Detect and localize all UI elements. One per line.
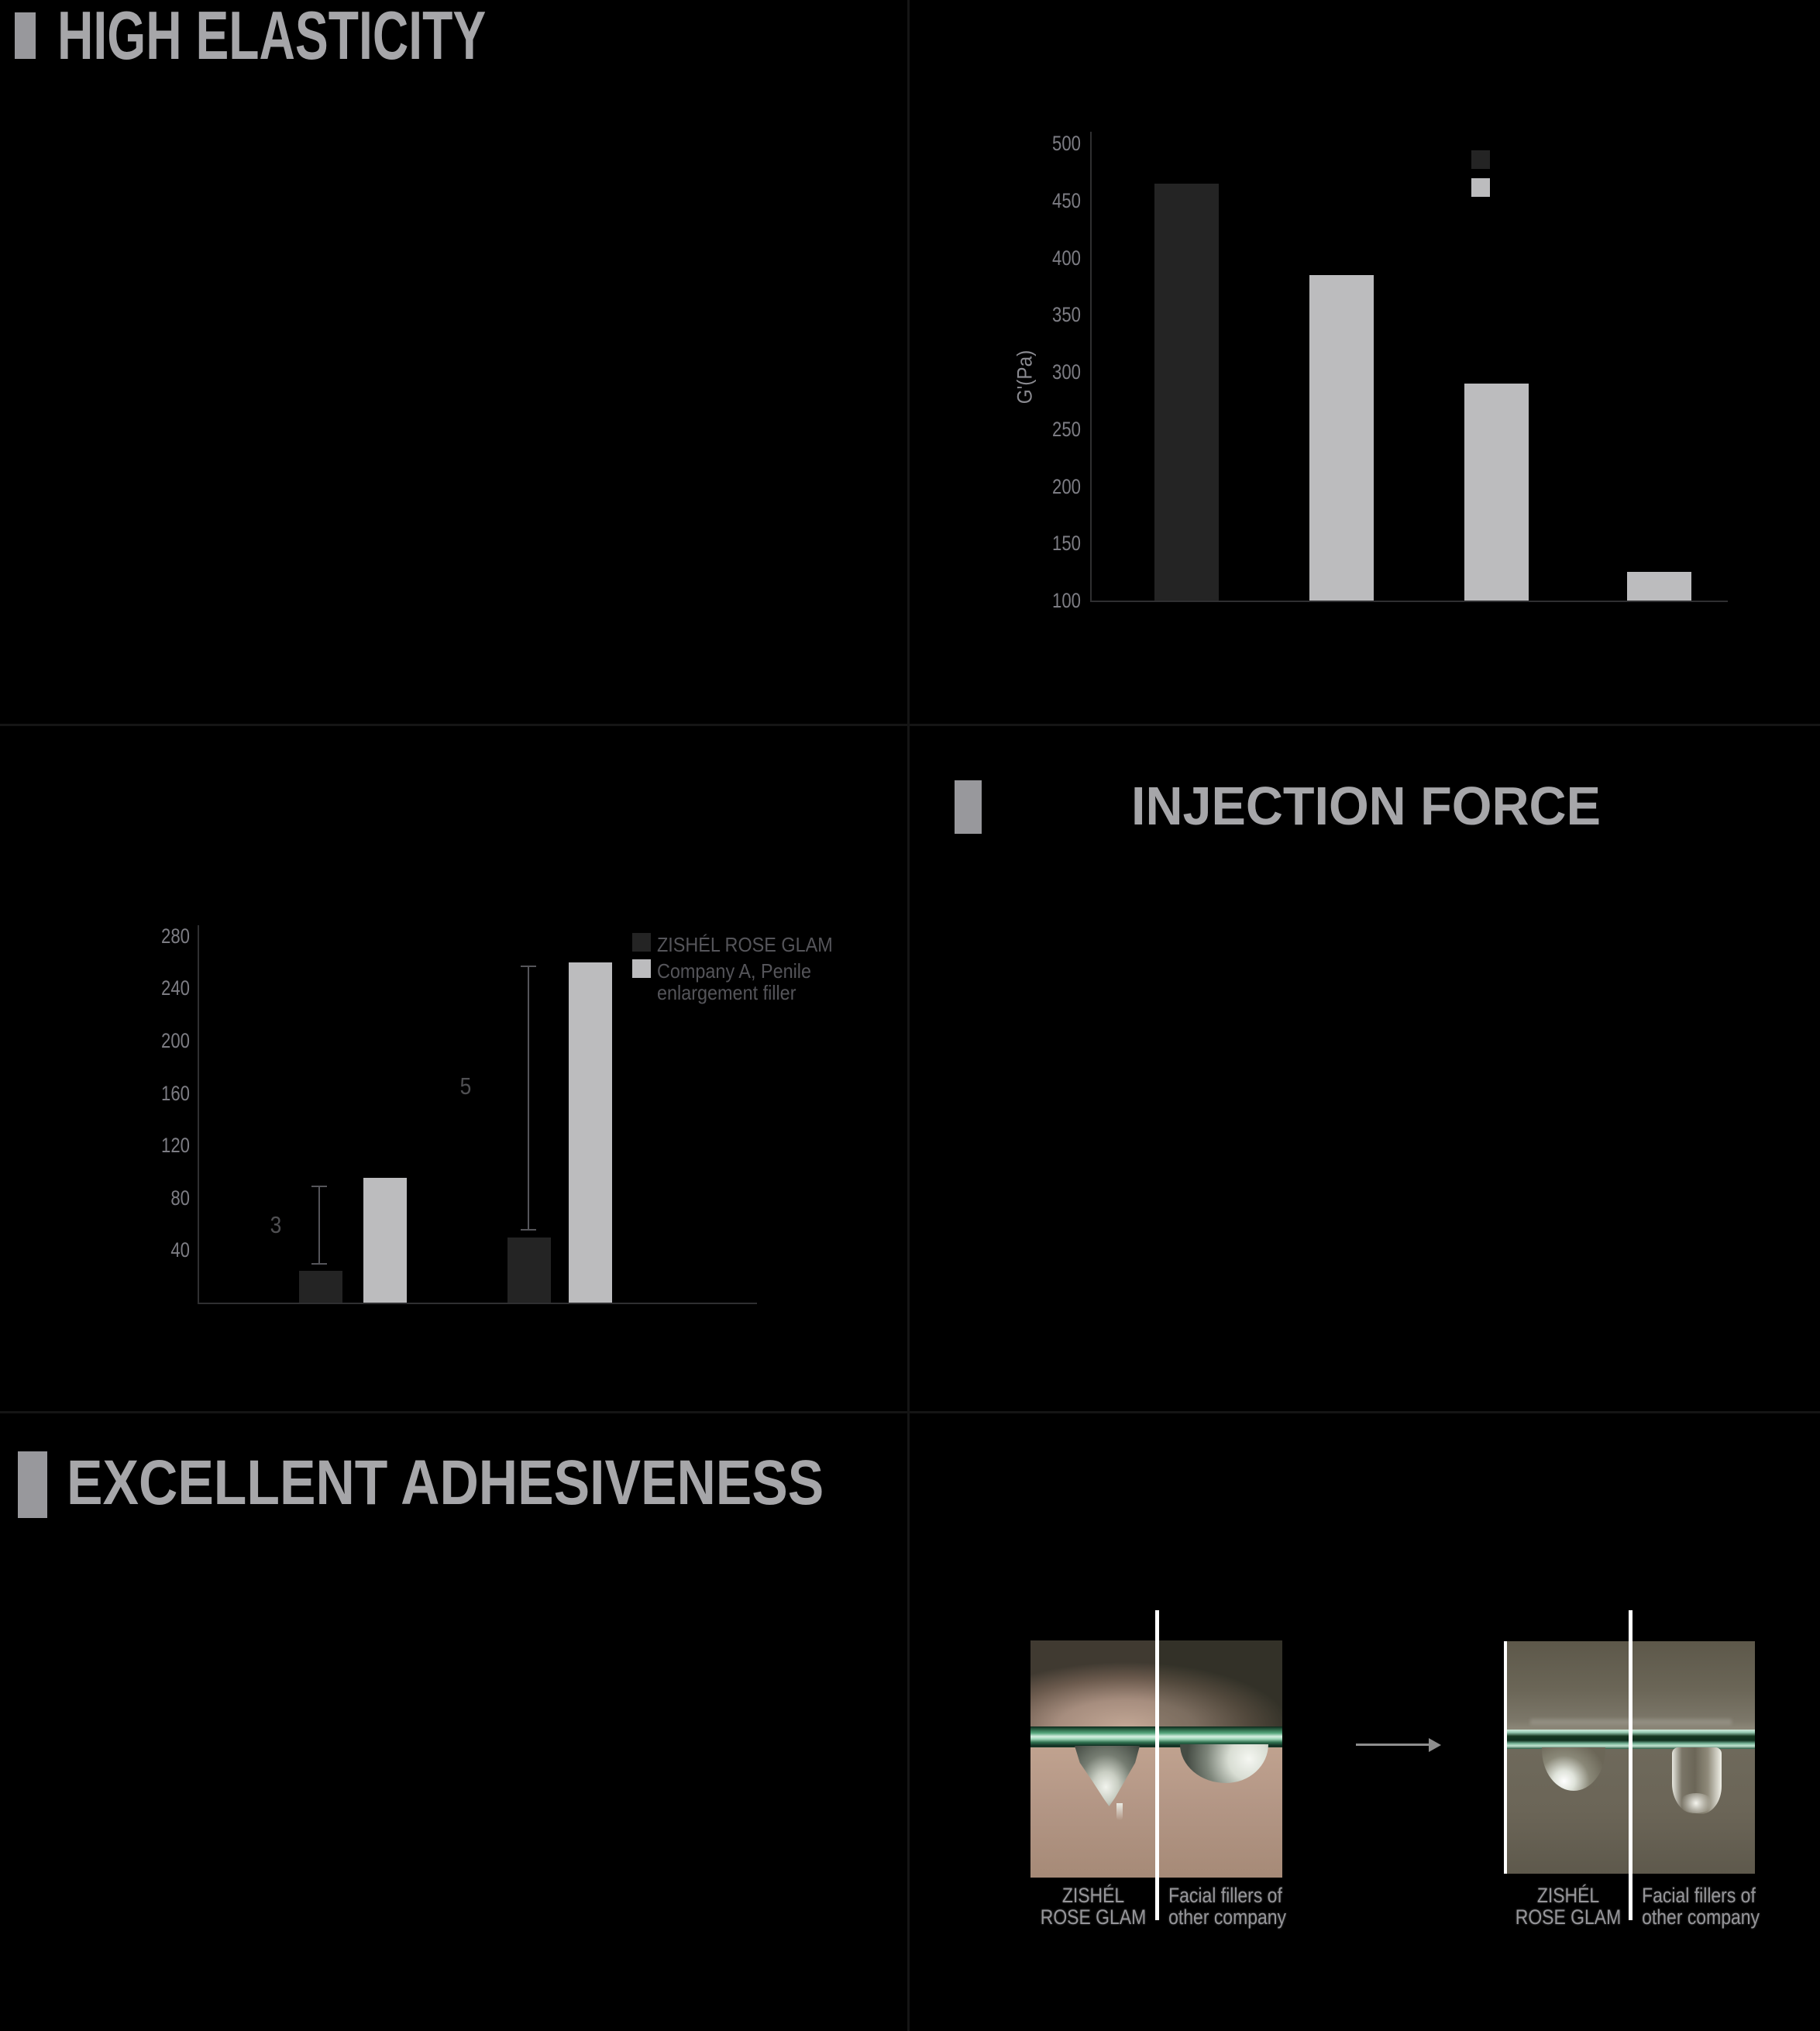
- fold-bracket-cap: [311, 1186, 327, 1187]
- fold-annotation: 5: [459, 1072, 472, 1100]
- photo-upper-shade: [1156, 1640, 1282, 1727]
- y-tick-label: 200: [1052, 474, 1081, 498]
- caption-other-company: [1642, 1884, 1760, 1929]
- section-title-injection-force: INJECTION FORCE: [1131, 776, 1601, 836]
- caption-line: Facial fillers of: [1642, 1884, 1756, 1907]
- caption-zishel: [1034, 1885, 1153, 1928]
- y-tick-label: 250: [1052, 417, 1081, 441]
- fold-bracket-line: [528, 966, 529, 1231]
- y-tick-label: 500: [1052, 132, 1081, 155]
- comparison-bar-chart: [0, 0, 907, 2031]
- caption-line: ROSE GLAM: [1515, 1905, 1622, 1929]
- bar-light: [1627, 572, 1691, 601]
- section-title-high-elasticity: HIGH ELASTICITY: [57, 0, 487, 74]
- y-tick-label: 450: [1052, 188, 1081, 212]
- droplet-tail: [1116, 1803, 1123, 1820]
- droplet-highlight: [1679, 1793, 1713, 1813]
- caption-line: other company: [1642, 1905, 1760, 1929]
- y-tick-label: 100: [1052, 589, 1081, 612]
- y-axis-line: [1090, 132, 1092, 602]
- legend-label-zishel: ZISHÉL ROSE GLAM: [657, 933, 833, 956]
- x-axis-line: [1090, 601, 1728, 602]
- y-tick-label: 160: [161, 1081, 190, 1105]
- y-tick-label: 200: [161, 1029, 190, 1052]
- bar-light: [569, 962, 612, 1303]
- section-title-excellent-adhesiveness: EXCELLENT ADHESIVENESS: [67, 1448, 824, 1518]
- bar-dark: [507, 1238, 551, 1303]
- section-bullet-icon: [955, 780, 982, 834]
- caption-line: other company: [1168, 1905, 1286, 1929]
- caption-other-company: [1168, 1884, 1286, 1929]
- caption-line: ROSE GLAM: [1040, 1905, 1147, 1929]
- legend-label-company-a: Company A, Penile enlargement filler: [657, 959, 812, 1004]
- y-tick-label: 350: [1052, 303, 1081, 327]
- caption-line: Facial fillers of: [1168, 1884, 1282, 1907]
- y-tick-label: 120: [161, 1134, 190, 1158]
- split-line: [1155, 1610, 1159, 1920]
- panel-edge-line: [1504, 1641, 1507, 1874]
- y-tick-label: 400: [1052, 246, 1081, 270]
- right-arrow-head-icon: [1429, 1738, 1441, 1752]
- y-axis-label: G'(Pa): [1013, 349, 1037, 404]
- right-arrow-icon: [1356, 1744, 1430, 1746]
- y-tick-label: 300: [1052, 360, 1081, 384]
- y-axis-line: [198, 925, 199, 1304]
- fold-bracket-cap: [521, 966, 536, 967]
- bar-dark: [299, 1271, 342, 1303]
- y-tick-label: 150: [1052, 532, 1081, 556]
- fold-bracket-line: [318, 1186, 320, 1265]
- caption-line: ZISHÉL: [1536, 1884, 1600, 1907]
- fold-bracket-cap: [311, 1263, 327, 1265]
- y-tick-label: 40: [170, 1238, 190, 1262]
- y-tick-label: 280: [161, 924, 190, 948]
- y-tick-label: 80: [170, 1186, 190, 1210]
- legend-swatch-dark: [1471, 150, 1490, 169]
- bar-light: [1309, 275, 1374, 601]
- caption-zishel: [1509, 1885, 1628, 1928]
- x-axis-line: [198, 1303, 757, 1304]
- legend-swatch-light: [632, 959, 651, 978]
- bar-light: [363, 1178, 407, 1303]
- bar-light: [1464, 384, 1529, 601]
- caption-line: ZISHÉL: [1061, 1884, 1125, 1907]
- split-line: [1629, 1610, 1632, 1920]
- fold-bracket-cap: [521, 1229, 536, 1231]
- bar-dark: [1154, 184, 1219, 601]
- legend-swatch-dark: [632, 933, 651, 952]
- fold-annotation: 3: [270, 1211, 282, 1238]
- y-tick-label: 240: [161, 976, 190, 1000]
- legend-swatch-light: [1471, 178, 1490, 197]
